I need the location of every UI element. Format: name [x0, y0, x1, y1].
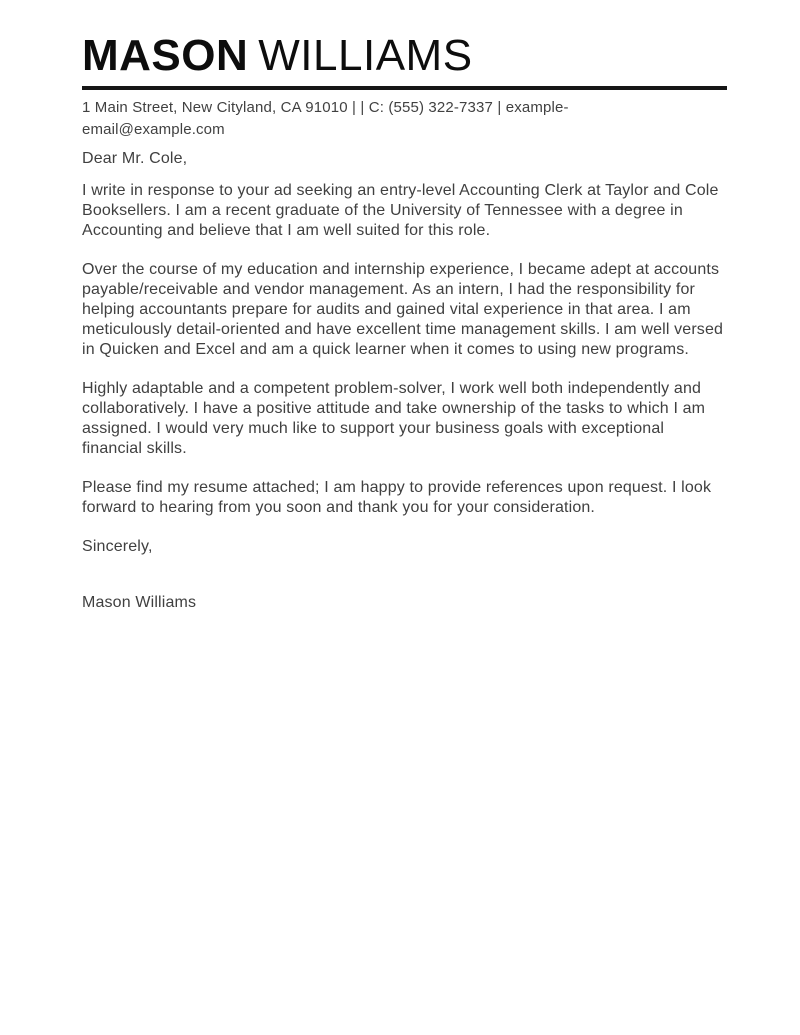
letter-body [82, 149, 727, 613]
body-paragraph-2: Over the course of my education and internship experience, I became adept at accounts payable/receivable and vendor management. As an intern, I had the responsibility for helping accountants prepare for audits and gained vital experience in that area. I am meticulously detail-oriented and have excellent time management skills. I am well versed in Quicken and Excel and am a quick learner when it comes to using new programs. [82, 261, 724, 358]
letterhead [82, 31, 727, 141]
body-paragraph-4: Please find my resume attached; I am happy to provide references upon request. I look forward to hearing from you soon and thank you for your consideration. [82, 479, 712, 516]
body-paragraph-1: I write in response to your ad seeking an entry-level Accounting Clerk at Taylor and Cole Booksellers. I am a recent graduate of the University of Tennessee with a degree in Accounting and believe that I am well suited for this role. [82, 182, 719, 239]
last-name: WILLIAMS [258, 31, 473, 80]
closing-line: Sincerely, [82, 538, 153, 555]
contact-info: 1 Main Street, New Cityland, CA 91010 | | C: (555) 322-7337 | example-email@example.com [82, 99, 569, 138]
salutation: Dear Mr. Cole, [82, 150, 188, 167]
body-paragraph-3: Highly adaptable and a competent problem-solver, I work well both independently and collaboratively. I have a positive attitude and take ownership of the tasks to which I am assigned. I would very much like to support your business goals with exceptional financial skills. [82, 380, 706, 457]
signature-name: Mason Williams [82, 594, 197, 611]
header-divider-rule [82, 86, 727, 90]
name-heading [82, 31, 727, 80]
first-name: MASON [82, 31, 249, 80]
